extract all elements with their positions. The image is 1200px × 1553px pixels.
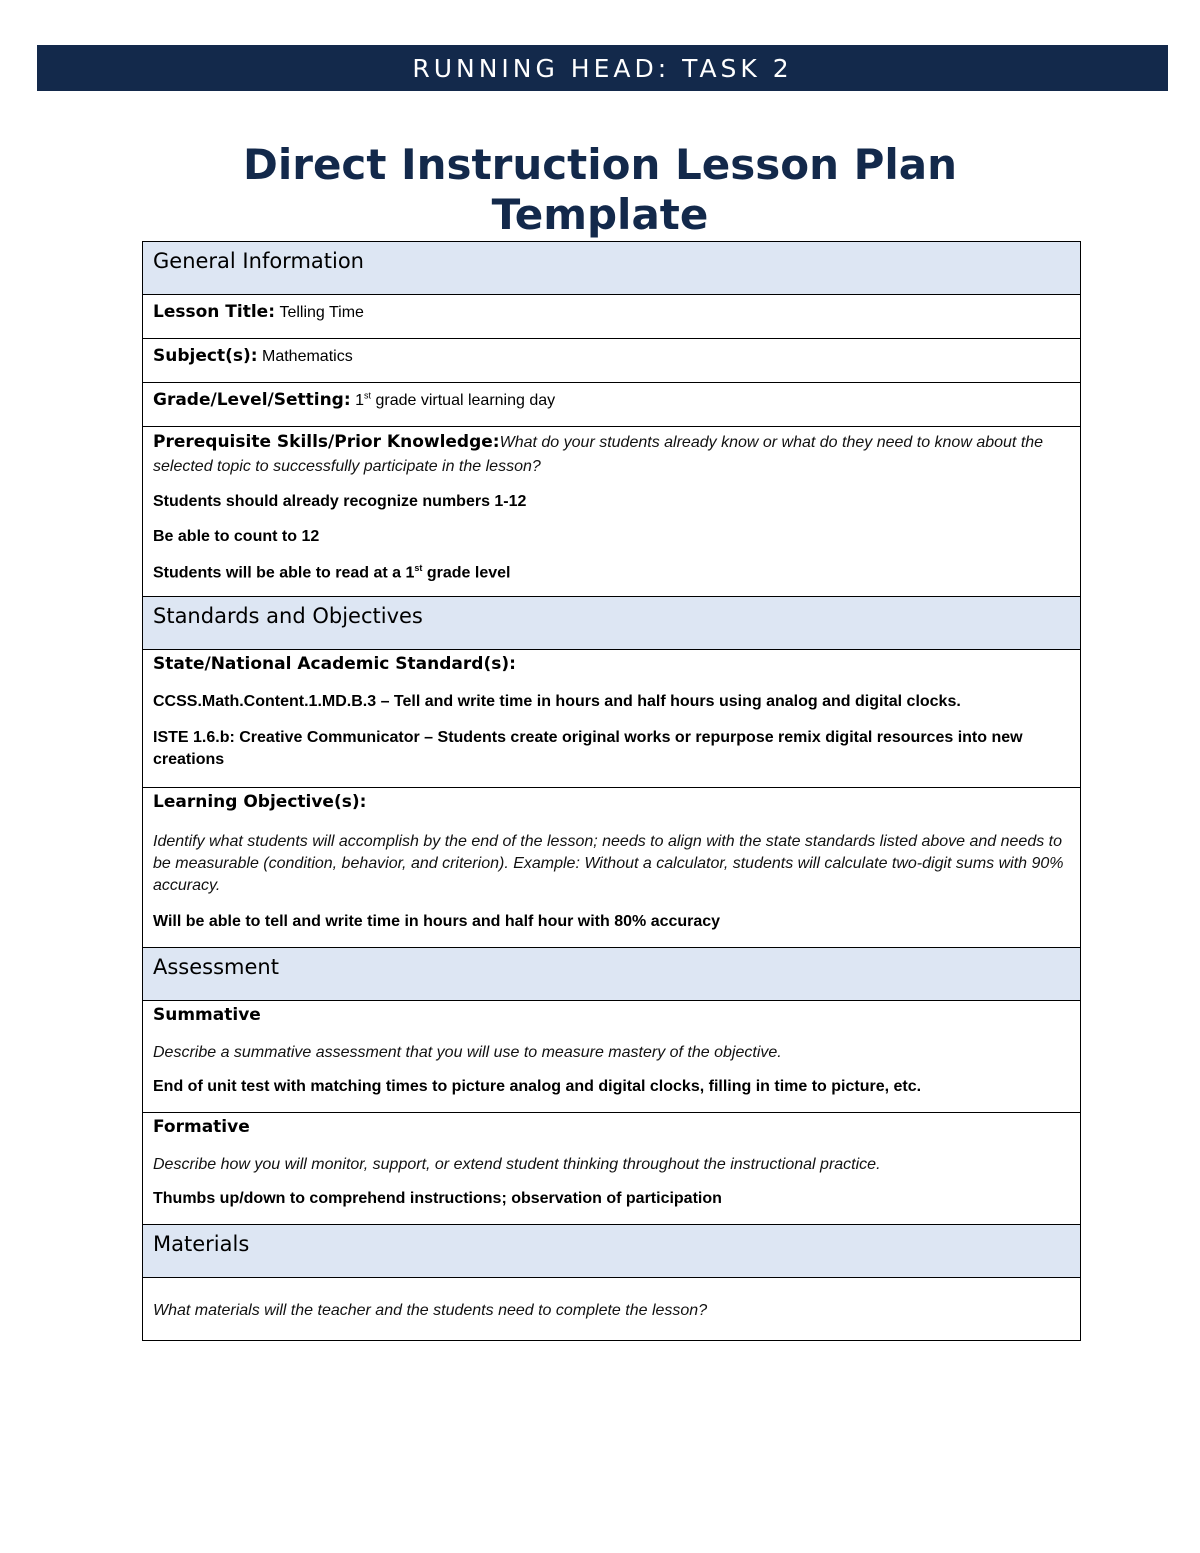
standard-item-1: CCSS.Math.Content.1.MD.B.3 – Tell and write time in hours and half hours using analog and digital clocks. bbox=[153, 693, 961, 711]
prereq-item-2: Be able to count to 12 bbox=[153, 528, 320, 545]
prereq-prompt: What do your students already know or what do they need to know about the selected topic to successfully participate in the lesson? bbox=[153, 434, 1044, 475]
row-prerequisites bbox=[143, 427, 1081, 597]
section-heading-materials: Materials bbox=[153, 1232, 250, 1257]
row-grade bbox=[143, 383, 1081, 427]
page-title bbox=[0, 140, 1200, 240]
lesson-title-label: Lesson Title: bbox=[153, 302, 276, 322]
prereq-item-3 bbox=[153, 563, 1070, 582]
subject-label: Subject(s): bbox=[153, 346, 258, 366]
summative-prompt: Describe a summative assessment that you will use to measure mastery of the objective. bbox=[153, 1044, 782, 1062]
summative-label: Summative bbox=[153, 1005, 261, 1026]
materials-prompt: What materials will the teacher and the students need to complete the lesson? bbox=[153, 1302, 708, 1320]
section-heading-general: General Information bbox=[153, 249, 364, 273]
objectives-prompt: Identify what students will accomplish by the end of the lesson; needs to align with the state standards listed above and needs to be measurable (condition, behavior, and criterion). Example: Without a calculator, students will calculate two-digit sums with 90% accuracy. bbox=[153, 833, 1064, 895]
grade-setting: grade virtual learning day bbox=[375, 392, 556, 409]
prereq-item-3-start: Students will be able to read at a 1 bbox=[153, 564, 415, 582]
row-summative bbox=[143, 1001, 1081, 1113]
row-academic-standards bbox=[143, 650, 1081, 788]
section-materials bbox=[143, 1225, 1081, 1278]
row-formative bbox=[143, 1113, 1081, 1225]
lesson-plan-table bbox=[142, 241, 1081, 1341]
lesson-title-value: Telling Time bbox=[279, 304, 364, 321]
formative-prompt: Describe how you will monitor, support, or extend student thinking throughout the instructional practice. bbox=[153, 1156, 881, 1174]
grade-number: 1 bbox=[355, 392, 365, 409]
row-lesson-title bbox=[143, 295, 1081, 339]
objectives-label: Learning Objective(s): bbox=[153, 792, 367, 813]
row-subject bbox=[143, 339, 1081, 383]
subject-value: Mathematics bbox=[262, 348, 353, 365]
section-heading-assessment: Assessment bbox=[153, 955, 279, 980]
section-assessment bbox=[143, 948, 1081, 1001]
grade-value bbox=[355, 392, 555, 409]
formative-value: Thumbs up/down to comprehend instructions; observation of participation bbox=[153, 1190, 722, 1208]
standard-item-2: ISTE 1.6.b: Creative Communicator – Students create original works or repurpose remix digital resources into new creations bbox=[153, 729, 1023, 769]
summative-value: End of unit test with matching times to picture analog and digital clocks, filling in time to picture, etc. bbox=[153, 1078, 922, 1096]
row-materials bbox=[143, 1278, 1081, 1341]
academic-standards-label: State/National Academic Standard(s): bbox=[153, 654, 516, 675]
section-heading-standards: Standards and Objectives bbox=[153, 604, 423, 629]
section-general bbox=[143, 242, 1081, 295]
row-learning-objectives bbox=[143, 788, 1081, 948]
objective-item-1: Will be able to tell and write time in hours and half hour with 80% accuracy bbox=[153, 913, 721, 931]
formative-label: Formative bbox=[153, 1117, 250, 1138]
grade-label: Grade/Level/Setting: bbox=[153, 390, 351, 410]
grade-suffix: st bbox=[364, 390, 372, 401]
page-title-line1: Direct Instruction Lesson Plan bbox=[242, 140, 958, 189]
prereq-item-1: Students should already recognize numbers 1-12 bbox=[153, 493, 527, 510]
prereq-item-3-end: grade level bbox=[426, 564, 511, 582]
prereq-item-3-suffix: st bbox=[414, 563, 423, 573]
prereq-label: Prerequisite Skills/Prior Knowledge: bbox=[153, 432, 500, 452]
section-standards bbox=[143, 597, 1081, 650]
page-title-line2: Template bbox=[491, 190, 709, 239]
running-head: RUNNING HEAD: TASK 2 bbox=[37, 45, 1168, 91]
